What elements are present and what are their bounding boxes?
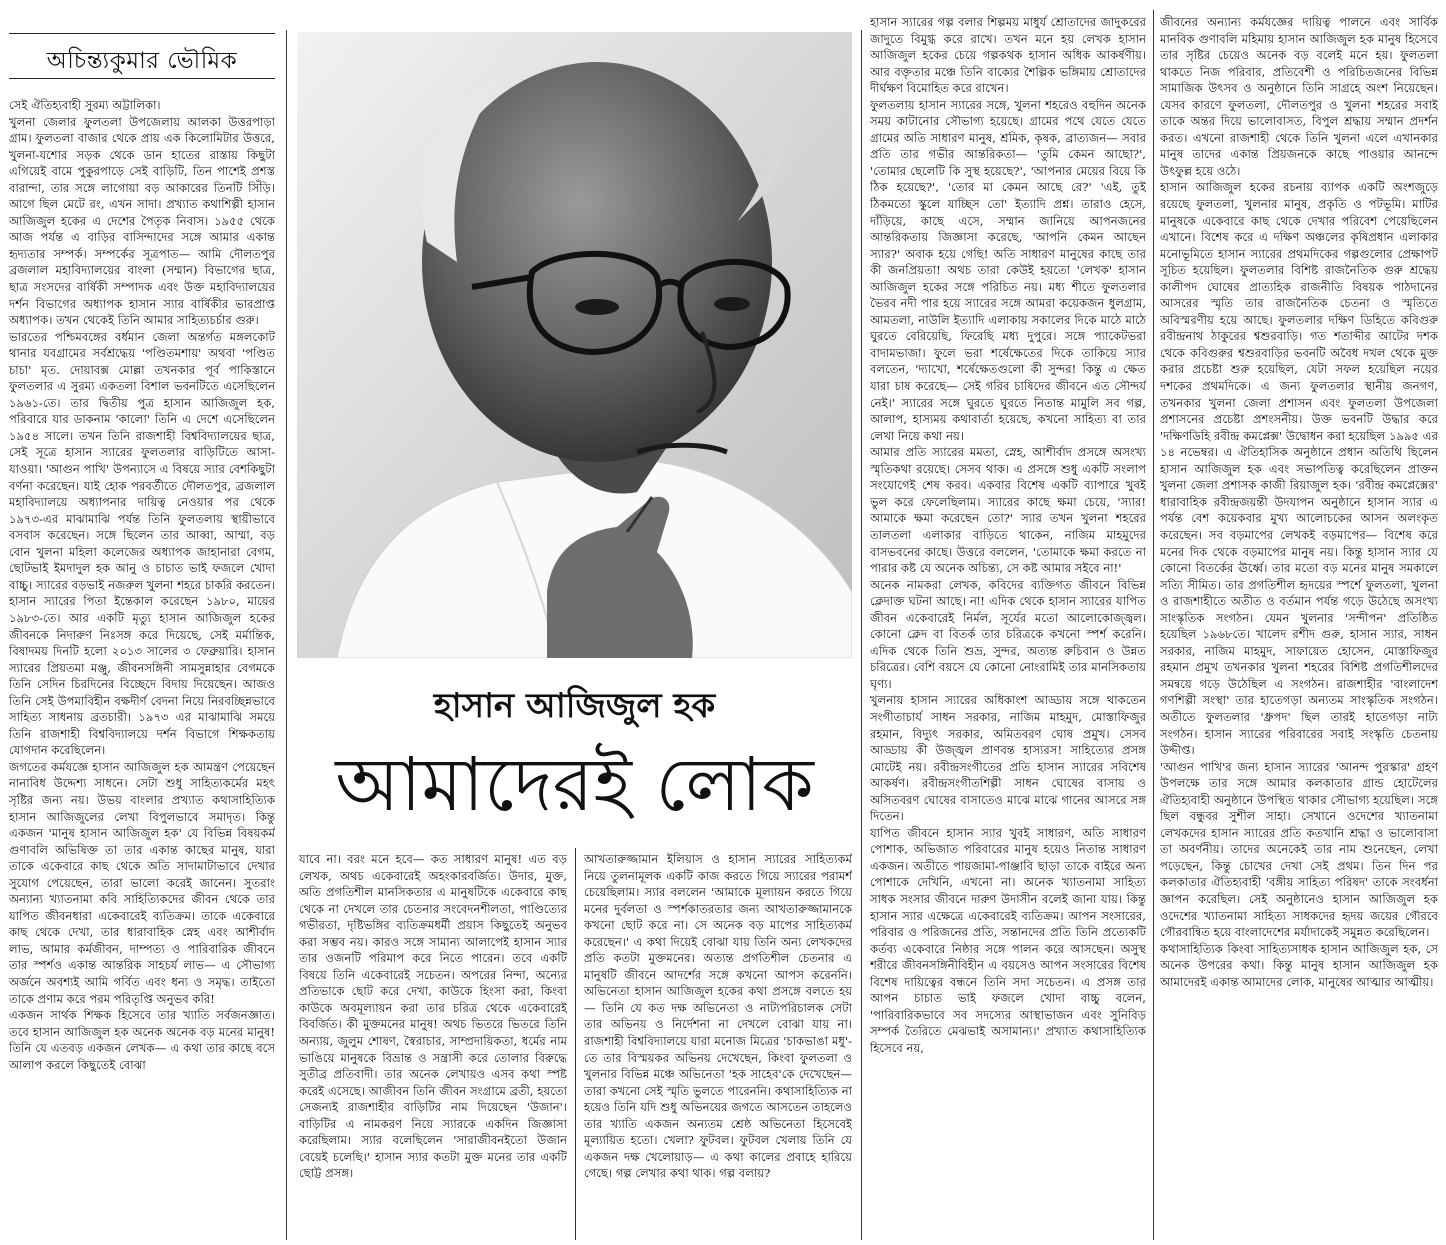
column-2-paragraph: যাবে না। বরং মনে হবে— কত সাধারণ মানুষ! এত বড় লেখক, অথচ একেবারেই অহংকারবর্জিত। উদার, মুক্ত, অতি প্রগতিশীল মানসিকতার এ মানুষটিকে একেবারে কাছ থেকে না দেখলে তার চেতনার সংবেদনশীলতা, পাণ্ডিত্যের গভীরতা, দৃষ্টিভঙ্গির ব্যতিক্রমধর্মী প্রয়াস কিছুতেই অনুভব করা সম্ভব নয়। কারও সঙ্গে সামান্য আলাপেই হাসান স্যার তার ওজনটি পরিমাপ করে নিতে পারেন। তবে একটি বিষয়ে তিনি একেবারেই সচেতন। অপরের নিন্দা, অন্যের প্রতিভাকে ছোট করে দেখা, কাউকে হিংসা করা, কিংবা কাউকে অবমূল্যায়ন করা তার চরিত্র থেকে একেবারেই বিবর্জিত। কী মুক্তমনের মানুষ! অথচ ভিতরে ভিতরে তিনি অন্যায়, জুলুম শোষণ, স্বৈরাচার, সাম্প্রদায়িকতা, ধর্মের নাম ভাঙিয়ে মানুষকে বিভ্রান্ত ও সন্ত্রাসী করে তোলার বিরুদ্ধে সুতীব্র প্রতিবাদী। তার অনেক লেখায়ও এসব কথা স্পষ্ট করেই এসেছে। আজীবন তিনি জীবন সংগ্রামে ব্রতী, হয়তো সেজন্যই রাজশাহীর বাড়িটির নাম দিয়েছেন 'উজান'। বাড়িটির এ নামকরণ নিয়ে স্যারকে একদিন জিজ্ঞাসা করেছিলাম। স্যার বলেছিলেন 'সারাজীবনইতো উজান বেয়েই চলেছি।' হাসান স্যার কতটা মুক্ত মনের তার একটি ছোট্ট প্রসঙ্গ। <box>299 852 567 1181</box>
column-4-paragraph: যাপিত জীবনে হাসান স্যার খুবই সাধারণ, অতি সাধারণ পোশাক, অভিজাত পরিবারের মানুষ হয়েও নিতান্ত সাধারণ একজন। অতীতে পায়জামা-পাঞ্জাবি ছাড়া তাকে বাইরে অন্য পোশাকে দেখিনি, এখনো না। অনেক খ্যাতনামা সাহিত্য সাধক সংসার জীবনে দারুণ উদাসীন বলেই জানা যায়। কিন্তু হাসান স্যার এক্ষেত্রে একেবারেই ব্যতিক্রম। আপন সংসারের, পরিবার ও পরিজনের প্রতি, সন্তানদের প্রতি তিনি প্রত্যেকটি কর্তব্য একেবারে নিষ্ঠার সঙ্গে পালন করে আসছেন। অসুস্থ শরীরে জীবনসঙ্গিনীবিহীন এ বয়সেও আপন সংসারের বিশেষ বিশেষ দায়িত্বের বন্ধনে তিনি সদা সচেতন। এ প্রসঙ্গ তার আপন চাচাত ভাই ফজলে খোদা বাচ্চু বলেন, 'পারিবারিকভাবে সব সদস্যের আস্থাভাজন এবং সুনিবিড় সম্পর্ক তৈরিতে মেঝভাই অসামান্য।' প্রখ্যাত কথাসাহিত্যিক হিসেবে নয়, <box>870 825 1146 1055</box>
author-byline: অচিন্ত্যকুমার ভৌমিক <box>46 48 238 74</box>
column-5-paragraph: হাসান আজিজুল হকের রচনায় ব্যাপক একটি অংশজুড়ে রয়েছে ফুলতলা, খুলনার মানুষ, প্রকৃতি ও পটভূমি। মাটির মানুষকে একেবারে কাছ থেকে দেখার পরিবেশ পেয়েছিলেন এখানে। বিশেষ করে এ দক্ষিণ অঞ্চলের কৃষিপ্রধান এলাকার মনোভূমিতে হাসান স্যারের প্রথমদিকের গল্পগুলোর প্রেক্ষাপট সূচিত হয়েছিল। ফুলতলার বিশিষ্ট রাজনৈতিক গুরু শ্রদ্ধেয় কালীপদ ঘোষের প্রাত্যহিক রাজনীতি বিষয়ক পাঠদানের আসরের স্মৃতি তার রাজনৈতিক চেতনা ও স্মৃতিতে অবিস্মরণীয় হয়ে আছে। ফুলতলার দক্ষিণ ডিহিতে কবিগুরু রবীন্দ্রনাথ ঠাকুরের শ্বশুরবাড়ি। গত শতাব্দীর আটের দশক থেকে কবিগুরুর শ্বশুরবাড়ির ভবনটি অবৈধ দখল থেকে মুক্ত করার প্রচেষ্টা শুরু হয়েছিল, যেটা সফল হয়েছিল নয়ের দশকের প্রথমদিকে। এ জন্য ফুলতলার স্থানীয় জনগণ, তখনকার খুলনা জেলা প্রশাসন এবং ফুলতলা উপজেলা প্রশাসনের প্রচেষ্টা প্রশংসনীয়। উক্ত ভবনটি উদ্ধার করে 'দক্ষিণডিহি রবীন্দ্র কমপ্লেক্স' উদ্বোধন করা হয়েছিল ১৯৯৫ এর ১৪ নভেম্বর। এ ঐতিহাসিক অনুষ্ঠানে প্রধান অতিথি ছিলেন হাসান আজিজুল হক এবং সভাপতিত্ব করেছিলেন প্রাক্তন খুলনা জেলা প্রশাসক কাজী রিয়াজুল হক। 'রবীন্দ্র কমপ্লেক্সের' ধারাবাহিক রবীন্দ্রজয়ন্তী উদযাপন অনুষ্ঠানে হাসান স্যার এ পর্যন্ত বেশ কয়েকবার মুখ্য আলোচকের আসন অলংকৃত করেছেন। সব বড়মাপের লেখকই বড়মাপের— বিশেষ করে মনের দিক থেকে বড়মাপের মানুষ নয়। কিন্তু হাসান স্যার যে কোনো বিতর্কের ঊর্ধ্বে। তার মতো বড় মনের মানুষ সমকালে সত্যি সীমিত। তার প্রগতিশীল হৃদয়ের স্পর্শে ফুলতলা, খুলনা ও রাজশাহীতে অতীত ও বর্তমান পর্যন্ত গড়ে উঠেছে অসংখ্য সাংস্কৃতিক সংগঠন। যেমন খুলনার 'সন্দীপন' প্রতিষ্ঠিত হয়েছিল ১৯৬৮তে। খালেদ রশীদ গুরু, হাসান স্যার, সাধন সরকার, নাজিম মাহমুদ, সাফায়েত হোসেন, মোস্তাফিজুর রহমান প্রমুখ তখনকার খুলনা শহরের বিশিষ্ট প্রগতিশীলদের সমন্বয়ে গড়ে উঠেছিল এ সংগঠন। রাজশাহীর 'বাংলাদেশ গণশিল্পী সংস্থা' তার হাতেগড়া অন্যতম সাংস্কৃতিক সংগঠন। অতীতে ফুলতলার 'ধ্রুপদ' ছিল তারই হাতেগড়া নাট্য সংগঠন। হাসান স্যারের পরিবারের সবাই সংস্কৃতি চেতনায় উদ্দীপ্ত। <box>1160 180 1438 758</box>
column-4-paragraph: আমার প্রতি স্যারের মমতা, স্নেহ, আশীর্বাদ প্রসঙ্গে অসংখ্য স্মৃতিকথা রয়েছে। সেসব থাক। এ প্রসঙ্গে শুধু একটি সংলাপ সংযোগেই শেষ করব। একবার বিশেষ একটি ব্যাপারে খুবই ভুল করে ফেলেছিলাম। স্যারের কাছে ক্ষমা চেয়ে, 'স্যার! আমাকে ক্ষমা করেছেন তো?' স্যার তখন খুলনা শহরের তালতলা এলাকার বাড়িতে থাকেন, নাজিম মাহমুদের বাসভবনের কাছে। উত্তরে বললেন, 'তোমাকে ক্ষমা করতে না পারার কষ্ট যে অনেক অচিন্ত্য, সে কষ্ট আমার সইবে না!' <box>870 445 1146 576</box>
byline-box <box>9 33 275 79</box>
column-5-paragraph: 'আগুন পাখি'র জন্য হাসান স্যারের 'আনন্দ পুরস্কার' গ্রহণ উপলক্ষে তার সঙ্গে আমার কলকাতার গ্রান্ড হোটেলের ঐতিহ্যবাহী অনুষ্ঠানে উপস্থিত থাকার সৌভাগ্য হয়েছিল। সঙ্গে ছিল বন্ধুবর সুশীল সাহা। সেখানে ওদেশের খ্যাতনামা লেখকদের হাসান স্যারের প্রতি কতখানি শ্রদ্ধা ও ভালোবাসা তা অবর্ণনীয়। তাদের অনেকেই তার নাম শুনেছেন, লেখা পড়েছেন, কিন্তু চোখের দেখা সেই প্রথম। তিন দিন পর কলকাতার ঐতিহ্যবাহী 'বঙ্গীয় সাহিত্য পরিষদ' তাকে সংবর্ধনা জ্ঞাপন করেছিল। সেই অনুষ্ঠানেও হাসান আজিজুল হক ওদেশের খ্যাতনামা সাহিত্য সাধকদের হৃদয় জয়ের গৌরবে গৌরবান্বিত হয়ে বাংলাদেশের মর্যাদাকেই সমুন্নত করেছিলেন। <box>1160 759 1438 940</box>
column-1-paragraph: ভারতের পশ্চিমবঙ্গের বর্ধমান জেলা অন্তর্গত মঙ্গলকোট থানার যবগ্রামের সর্বশ্রদ্ধেয় 'পণ্ডিতমশায়' অথবা 'পণ্ডিত চাচা' মৃত. দোয়াবক্স মোল্লা তখনকার পূর্ব পাকিস্তানে ফুলতলার এ সুরম্য একতলা বিশাল ভবনটিতে এসেছিলেন ১৯৬১-তে। তার দ্বিতীয় পুত্র হাসান আজিজুল হক, পরিবারে যার ডাকনাম 'কালো' তিনি এ দেশে এসেছিলেন ১৯৫৪ সালে। তখন তিনি রাজশাহী বিশ্ববিদ্যালয়ের ছাত্র, সেই সূত্রে হাসান স্যারের ফুলতলার বাড়িটিতে আসা-যাওয়া। 'আগুন পাখি' উপন্যাসে এ বিষয়ে স্যার বেশকিছুটা বর্ণনা করেছেন। যাই হোক পরবর্তীতে দৌলতপুর, ব্রজলাল মহাবিদ্যালয়ে অধ্যাপনার দায়িত্ব নেওয়ার পর থেকে ১৯৭৩-এর মাঝামাঝি পর্যন্ত তিনি ফুলতলায় স্থায়ীভাবে বসবাস করেছেন। সঙ্গে ছিলেন তার আব্বা, আম্মা, বড় বোন খুলনা মহিলা কলেজের অধ্যাপক জাহানারা বেগম, ছোটভাই ইমদাদুল হক আনু ও চাচাত ভাই ফজলে খোদা বাচ্চু। স্যারের বড়ভাই নজরুল খুলনা শহরে চাকরি করতেন। হাসান স্যারের পিতা ইন্তেকাল করেছেন ১৯৮০, মায়ের ১৯৮৩-তে। আর একটি মৃত্যু হাসান আজিজুল হকের জীবনকে নিদারুণ নিঃসঙ্গ করে দিয়েছে, সেই মর্মান্তিক, বিষাদময় দিনটি হলো ২০১৩ সালের ৩ ফেব্রুয়ারি। হাসান স্যারের প্রিয়তমা মঞ্জু, জীবনসঙ্গিনী সামসুন্নাহার বেগমকে তিনি সেদিন চিরদিনের বিচ্ছেদে বিদায় দিয়েছেন। আজও তিনি সেই উপমাবিহীন বক্ষদীর্ণ বেদনা নিয়ে নিরবচ্ছিন্নভাবে সাহিত্য সাধনায় ব্রতচারী। ১৯৭৩ এর মাঝামাঝি সময়ে তিনি রাজশাহী বিশ্ববিদ্যালয়ে দর্শন বিভাগে শিক্ষকতায় যোগদান করেছিলেন। <box>9 329 275 758</box>
column-divider <box>286 30 287 1240</box>
column-5-paragraph: কথাসাহিত্যিক কিংবা সাহিত্যসাধক হাসান আজিজুল হক, সে অনেক উপরের কথা। কিন্তু মানুষ হাসান আজিজুল হক আমাদেরই একান্ত আমাদের লোক, মানুষের আত্মার আত্মীয়। <box>1160 941 1438 989</box>
column-3-paragraph: আখতারুজ্জামান ইলিয়াস ও হাসান স্যারের সাহিত্যকর্ম নিয়ে তুলনামূলক একটি কাজ করতে গিয়ে স্যারের পরামর্শ চেয়েছিলাম। স্যার বললেন 'আমাকে মূল্যায়ন করতে গিয়ে মনের দুর্বলতা ও স্পর্শকাতরতার জন্য আখতারুজ্জামানকে কখনো ছোট করে না। সে অনেক বড় মাপের সাহিত্যকর্ম করেছেন।' এ কথা দিয়েই বোঝা যায় তিনি অন্য লেখকদের প্রতি কতটা মুক্তমনের। অত্যন্ত প্রগতিশীল চেতনার এ মানুষটি জীবনে আদর্শের সঙ্গে কখনো আপস করেননি। অভিনেতা হাসান আজিজুল হকের কথা প্রসঙ্গে বলতে হয়— তিনি যে কত দক্ষ অভিনেতা ও নাট্যপরিচালক সেটা তার অভিনয় ও নির্দেশনা না দেখলে বোঝা যায় না। রাজশাহী বিশ্ববিদ্যালয়ে যারা মনোজ মিত্রের 'চাকভাঙা মধু'-তে তার বিস্ময়কর অভিনয় দেখেছেন, কিংবা ফুলতলা ও খুলনার বিভিন্ন মঞ্চে অভিনেতা 'হক সাহেব'কে দেখেছেন— তারা কখনো সেই স্মৃতি ভুলতে পারেননি। কথাসাহিত্যিক না হয়েও তিনি যদি শুধু অভিনয়ের জগতে আসতেন তাহলেও তার খ্যাতি একজন অন্যতম শ্রেষ্ঠ অভিনেতা হিসেবেই মূল্যায়িত হতো। খেলা? ফুটবল। ফুটবল খেলায় তিনি যে একজন দক্ষ খেলোয়াড়— এ কথা কালের প্রবাহে হারিয়ে গেছে। গল্প লেখার কথা থাক। গল্প বলায়? <box>584 852 852 1181</box>
article-column-5 <box>1160 14 1438 1240</box>
column-1-paragraph: সেই ঐতিহ্যবাহী সুরম্য অট্টালিকা। <box>9 98 161 112</box>
column-divider <box>861 30 862 1240</box>
headline-title: আমাদেরই লোক <box>335 742 814 828</box>
column-4-paragraph: ফুলতলায় হাসান স্যারের সঙ্গে, খুলনা শহরেও বহুদিন অনেক সময় কাটানোর সৌভাগ্য হয়েছে। গ্রামের পথে যেতে যেতে গ্রামের অতি সাধারণ মানুষ, শ্রমিক, কৃষক, ব্রাত্যজন— সবার প্রতি তার গভীর আন্তরিকতা— 'তুমি কেমন আছো?', 'তোমার ছেলেটি কি সুস্থ হয়েছে?', 'আপনার মেয়ের বিয়ে কি ঠিক হয়েছে?', 'তোর মা কেমন আছে রে?' 'এই, তুই ঠিকমতো স্কুলে যাচ্ছিস তো' ইত্যাদি প্রশ্ন। তারাও হেসে, দাঁড়িয়ে, কাছে এসে, সম্মান জানিয়ে আপনজনের আন্তরিকতায় জিজ্ঞাসা করেছে, 'আপনি কেমন আছেন স্যার?' অবাক হয়ে গেছি! অতি সাধারণ মানুষের কাছে তার কী জনপ্রিয়তা! অথচ তারা কেউই হয়তো 'লেখক' হাসান আজিজুল হকের সঙ্গে পরিচিত নয়। মধ্য শীতে ফুলতলার ভৈরব নদী পার হয়ে স্যারের সঙ্গে আমরা কয়েকজন ধুলগ্রাম, আমতলা, নাউলি ইত্যাদি এলাকায় সকালের দিকে মাঠে মাঠে ঘুরতে বেরিয়েছি, ফিরেছি মধ্য দুপুরে। সঙ্গে প্যাকেটভরা বাদামভাজা। ফুলে ভরা শর্ষেক্ষেতের দিকে তাকিয়ে স্যার বলতেন, 'দ্যাখো, শর্ষেক্ষেতগুলো কী সুন্দর! কিন্তু এ ক্ষেত যারা চাষ করেছে— সেই গরিব চাষিদের জীবনে এত সৌন্দর্য নেই।' স্যারের সঙ্গে ঘুরতে ঘুরতে নিতান্ত মামুলি সব গল্প, আলাপ, হাস্যময় কথাবার্তা হয়েছে, কখনো সাহিত্য বা তার লেখা নিয়ে কথা নয়। <box>870 97 1146 443</box>
column-4-paragraph: হাসান স্যারের গল্প বলার শিল্পময় মাধুর্য শ্রোতাদের জাদুকরের জাদুতে বিমুগ্ধ করে রাখে। তখন মনে হয় লেখক হাসান আজিজুল হকের চেয়ে গল্পকথক হাসান অধিক আকর্ষণীয়। আর বক্তৃতার মঞ্চে তিনি বাক্যের শৈল্পিক ভঙ্গিমায় শ্রোতাদের দীর্ঘক্ষণ বিমোহিত করে রাখেন। <box>870 15 1146 96</box>
column-4-paragraph: অনেক নামকরা লেখক, কবিদের ব্যক্তিগত জীবনে বিভিন্ন ক্লেদাক্ত ঘটনা আছে। না! এদিক থেকে হাসান স্যারের যাপিত জীবন একেবারেই নির্মল, সূর্যের মতো আলোকোজ্জ্বল। কোনো ক্লেদ বা বিতর্ক তার চরিত্রকে কখনো স্পর্শ করেনি। এদিক থেকে তিনি শুভ্র, সুন্দর, অত্যন্ত রুচিবান ও উন্নত চরিত্রের। বেশি বয়সে যে কোনো নোংরামিই তার মানসিকতায় ঘৃণ্য। <box>870 577 1146 691</box>
column-divider <box>575 848 576 1240</box>
portrait-photo <box>297 32 852 658</box>
column-1-paragraph: খুলনা জেলার ফুলতলা উপজেলায় আলকা উত্তরপাড়া গ্রাম। ফুলতলা বাজার থেকে প্রায় এক কিলোমিটার উত্তরে, খুলনা-যশোর সড়ক থেকে ডান হাতের রাস্তায় কিছুটা এগিয়েই বামে পুকুরপাড়ে সেই বাড়িটি, তিন পাশেই প্রশস্ত বারান্দা, তার সঙ্গে লাগোয়া বড় আকারের তিনটি সিঁড়ি। আগে ছিল মেটে রং, এখন সাদা। প্রখ্যাত কথাশিল্পী হাসান আজিজুল হকের এ দেশের পৈতৃক নিবাস। ১৯৫৫ থেকে আজ পর্যন্ত এ বাড়ির বাসিন্দাদের সঙ্গে আমার একান্ত হৃদ্যতার সম্পর্ক। সম্পর্কের সূত্রপাত— আমি দৌলতপুর ব্রজলাল মহাবিদ্যালয়ের বাংলা (সম্মান) বিভাগের ছাত্র, ছাত্র সংসদের বার্ষিকী সম্পাদক এবং উক্ত মহাবিদ্যালয়ের দর্শন বিভাগের অধ্যাপক হাসান স্যার বার্ষিকীর ভারপ্রাপ্ত অধ্যাপক। তখন থেকেই তিনি আমার সাহিত্যচর্চার গুরু। <box>9 114 275 328</box>
article-column-1 <box>9 97 275 1240</box>
column-divider <box>1153 10 1154 1240</box>
column-4-paragraph: খুলনায় হাসান স্যারের অধিকাংশ আড্ডায় সঙ্গে থাকতেন সংগীতাচার্য সাধন সরকার, নাজিম মাহমুদ, মোস্তাফিজুর রহমান, বিদ্যুৎ সরকার, অমিতবরণ ঘোষ প্রমুখ। সেসব আড্ডায় কী উজ্জ্বল প্রাণবন্ত হাস্যরস! সাহিত্যের প্রসঙ্গ মোটেই নয়। রবীন্দ্রসংগীতের প্রতি হাসান স্যারের সবিশেষ আকর্ষণ। রবীন্দ্রসংগীতশিল্পী সাধন ঘোষের বাসায় ও অসিতবরণ ঘোষের বাসাতেও মাঝে মাঝে গানের আসরে সঙ্গ দিতেন। <box>870 693 1146 824</box>
article-column-4 <box>870 14 1146 1240</box>
article-column-2 <box>299 851 567 1240</box>
column-1-paragraph: একজন সার্থক শিক্ষক হিসেবে তার খ্যাতি সর্বজনজ্ঞাত। তবে হাসান আজিজুল হক অনেক অনেক বড় মনের মানুষ! তিনি যে এতবড় একজন লেখক— এ কথা তার কাছে বসে আলাপ করলে কিছুতেই বোঝা <box>9 1008 275 1072</box>
column-1-paragraph: জগতের কর্মযজ্ঞে হাসান আজিজুল হক আমন্ত্রণ পেয়েছেন নানাবিধ উদ্দেশ্য সাধনে। সেটা শুধু সাহিত্যকর্মের মহৎ সৃষ্টির জন্য নয়। উভয় বাংলার প্রখ্যাত কথাসাহিত্যিক হাসান আজিজুলের লেখা বিপুলভাবে সমাদৃত। কিন্তু একজন 'মানুষ হাসান আজিজুল হক' যে বিভিন্ন বিষয়কর্ম গুণাবলি অভিষিক্ত তা তার একান্ত কাছের মানুষ, যারা তাকে একেবারে কাছ থেকে অতি সাদামাটাভাবে দেখার সুযোগ পেয়েছেন, তারা ভালো করেই জানেন। সুতরাং অন্যান্য খ্যাতনামা কবি সাহিত্যিকদের জীবন থেকে তার যাপিত জীবনধারা একেবারেই ব্যতিক্রম। তাকে একেবারে কাছ থেকে দেখা, তার ধারাবাহিক স্নেহ এবং আশীর্বাদ লাভ, আমার কর্মজীবন, দাম্পত্য ও পারিবারিক জীবনে তার স্পর্শও একান্ত আন্তরিক সাহচর্য লাভ— এ সৌভাগ্য অর্জনে অবশ্যই আমি গর্বিত এবং ধন্য ও সমৃদ্ধ। তাইতো তাকে প্রণাম করে পরম পরিতৃপ্তি অনুভব করি! <box>9 759 275 1006</box>
portrait-illustration <box>297 32 852 658</box>
article-column-3 <box>584 851 852 1240</box>
headline-kicker: হাসান আজিজুল হক <box>433 686 716 726</box>
column-5-paragraph: জীবনের অন্যান্য কর্মযজ্ঞের দায়িত্ব পালনে এবং সার্বিক মানবিক গুণাবলি মহিমায় হাসান আজিজুল হক মানুষ হিসেবে তার সৃষ্টির চেয়েও অনেক বড় বলেই মনে হয়। ফুলতলা থাকতে নিজ পরিবার, প্রতিবেশী ও পরিচিতজনের বিভিন্ন সামাজিক উৎসব ও অনুষ্ঠানে তিনি সাগ্রহে অংশ নিয়েছেন। যেসব কারণে ফুলতলা, দৌলতপুর ও খুলনা শহরের সবাই তাকে অন্তর দিয়ে ভালোবাসত, বিপুল শ্রদ্ধায় সম্মান প্রদর্শন করত। এখনো রাজশাহী থেকে তিনি খুলনা এলে এখানকার মানুষ তাদের একান্ত প্রিয়জনকে কাছে পাওয়ার আনন্দে উৎফুল্ল হয়ে ওঠে। <box>1160 15 1438 178</box>
